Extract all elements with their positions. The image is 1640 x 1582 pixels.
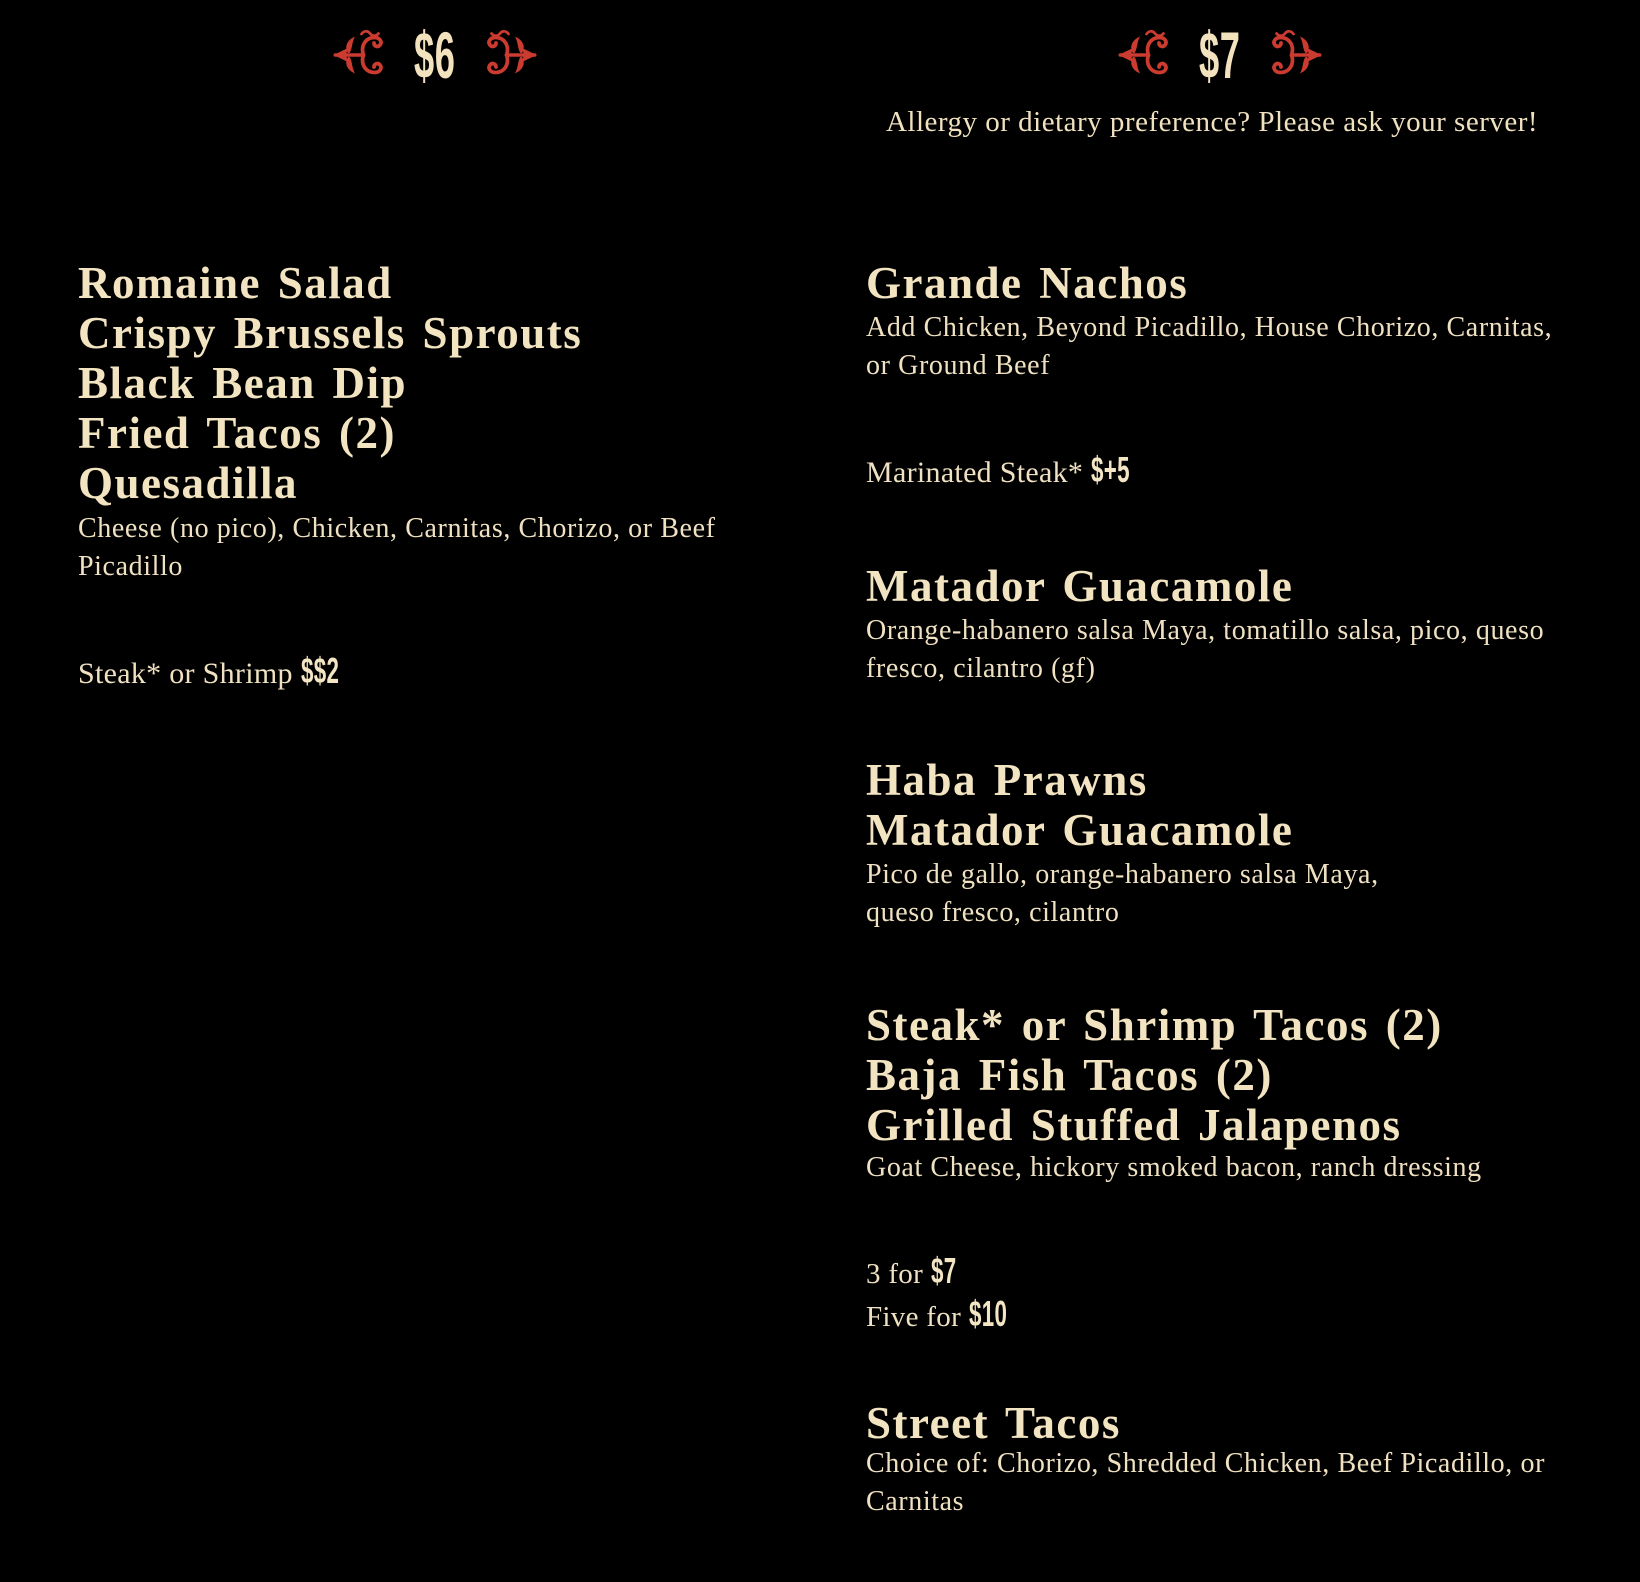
addon-price-line [78, 651, 362, 694]
price-header-7 [1070, 16, 1370, 94]
deal-label: 3 for [866, 1258, 924, 1290]
menu-item-description [866, 309, 1552, 385]
menu-item-description [866, 612, 1544, 688]
menu-item-title: Matador Guacamole [866, 561, 1294, 611]
price-header-6 [285, 16, 585, 94]
menu-item-title: Romaine Salad [78, 258, 393, 308]
deal-line [866, 1251, 1031, 1294]
menu-item-description-line: queso fresco, cilantro [866, 897, 1120, 928]
menu-item-title: Matador Guacamole [866, 805, 1294, 855]
menu-item-title: Street Tacos [866, 1398, 1121, 1448]
menu-item-description-line: fresco, cilantro (gf) [866, 653, 1096, 684]
menu-item-description [78, 510, 716, 586]
menu-item-description-line: Pico de gallo, orange-habanero salsa Maya, [866, 859, 1379, 890]
menu-group-tacos-trio [866, 1000, 1443, 1150]
menu-item-title: Haba Prawns [866, 755, 1148, 805]
price-header-value: $7 [1199, 18, 1241, 92]
fleur-ornament-icon [1272, 29, 1322, 81]
menu-item-description [866, 1445, 1545, 1521]
deal-label: Five for [866, 1301, 962, 1333]
menu-group-grande-nachos [866, 258, 1188, 308]
menu-item-description-line: Add Chicken, Beyond Picadillo, House Chorizo, Carnitas, [866, 312, 1553, 343]
menu-item-title: Crispy Brussels Sprouts [78, 308, 583, 358]
menu-group-matador-guacamole [866, 561, 1293, 611]
menu-item-title: Fried Tacos (2) [78, 408, 396, 458]
menu-item-description [866, 856, 1379, 932]
menu-item-description-line: Orange-habanero salsa Maya, tomatillo salsa, pico, queso [866, 615, 1545, 646]
addon-price: $+5 [1091, 449, 1131, 490]
menu-item-title: Quesadilla [78, 458, 299, 508]
menu-item-description-line: Picadillo [78, 551, 183, 582]
menu-group-six-dollar-items [78, 258, 582, 508]
menu-item-description-line: Carnitas [866, 1486, 965, 1517]
menu-group-haba-prawns [866, 755, 1293, 855]
addon-label: Steak* or Shrimp [78, 657, 293, 690]
menu-item-description-line: Choice of: Chorizo, Shredded Chicken, Beef Picadillo, or [866, 1448, 1546, 1479]
menu-item-title: Black Bean Dip [78, 358, 408, 408]
menu-item-description-line: Goat Cheese, hickory smoked bacon, ranch dressing [866, 1152, 1482, 1183]
price-header-value: $6 [414, 18, 456, 92]
menu-item-description-line: or Ground Beef [866, 350, 1051, 381]
addon-price-line [866, 450, 1154, 493]
deal-price: $10 [969, 1293, 1008, 1334]
menu-item-title: Grande Nachos [866, 258, 1189, 308]
menu-item-title: Grilled Stuffed Jalapenos [866, 1100, 1402, 1150]
fleur-ornament-icon [333, 29, 383, 81]
menu-item-description [866, 1149, 1482, 1187]
deal-prices [866, 1251, 1031, 1337]
addon-price: $$2 [300, 650, 339, 691]
menu-item-title: Baja Fish Tacos (2) [866, 1050, 1273, 1100]
menu-item-description-line: Cheese (no pico), Chicken, Carnitas, Chorizo, or Beef [78, 513, 716, 544]
server-note: Allergy or dietary preference? Please ask your server! [885, 106, 1539, 138]
deal-price: $7 [931, 1250, 957, 1291]
fleur-ornament-icon [1118, 29, 1168, 81]
deal-line [866, 1294, 1031, 1337]
fleur-ornament-icon [487, 29, 537, 81]
menu-group-street-tacos [866, 1398, 1121, 1448]
menu-item-title: Steak* or Shrimp Tacos (2) [866, 1000, 1443, 1050]
addon-label: Marinated Steak* [866, 456, 1084, 489]
